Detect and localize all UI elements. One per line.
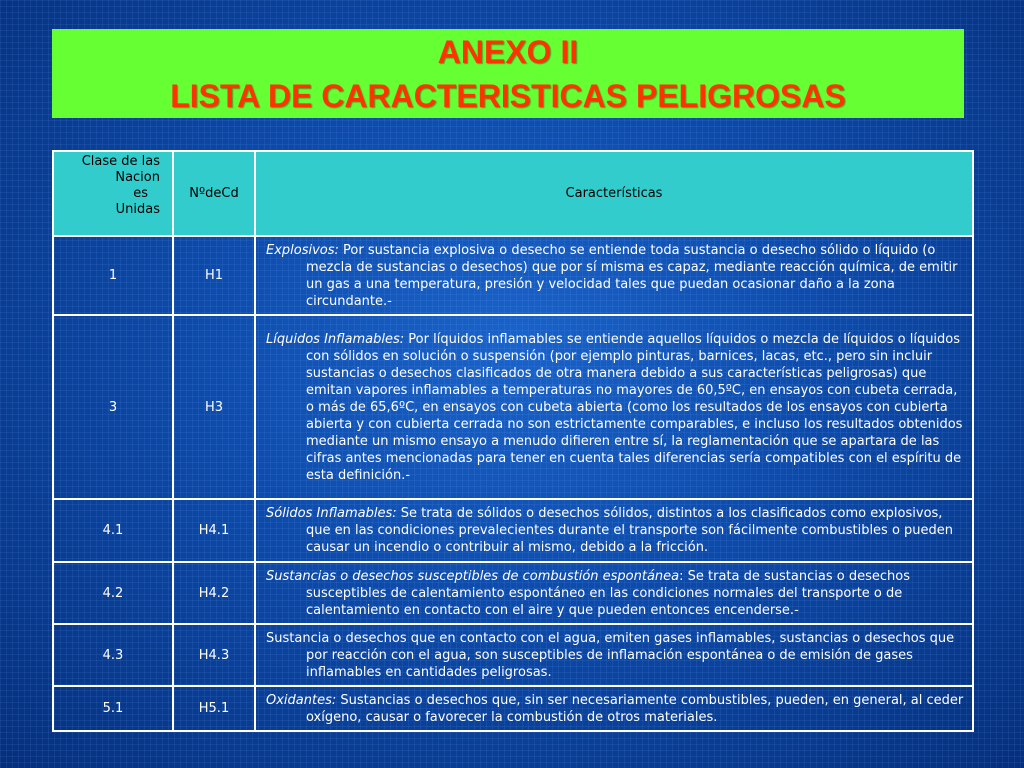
characteristic-text [266, 692, 964, 726]
header-un-class [53, 151, 173, 236]
characteristic-definition: Sustancias o desechos que, sin ser necesariamente combustibles, pueden, en general, al ceder oxígeno, causar o favorecer la combustión de otros materiales. [306, 692, 964, 725]
un-class-cell: 4.1 [53, 499, 173, 562]
characteristic-cell [255, 499, 973, 562]
un-class-cell: 4.3 [53, 624, 173, 686]
un-class-cell: 4.2 [53, 562, 173, 624]
characteristic-term: Oxidantes: [266, 692, 337, 708]
table-row [53, 315, 973, 499]
header-un-class-line: es [133, 186, 148, 201]
hazard-characteristics-table [52, 150, 974, 732]
code-cell: H4.3 [173, 624, 255, 686]
characteristic-text [266, 242, 964, 310]
table-row [53, 562, 973, 624]
header-un-class-line: Unidas [115, 202, 160, 217]
characteristic-term: Sólidos Inflamables: [266, 506, 397, 521]
characteristic-definition: Por sustancia explosiva o desecho se entiende toda sustancia o desecho sólido o líquido (o mezcla de sustancias o desechos) que por sí misma es capaz, mediante reacción química, de emitir un gas a una temperatura, presión y velocidad tales que puedan ocasionar daño a la zona circundante.- [306, 242, 958, 309]
characteristic-cell [255, 624, 973, 686]
table-row [53, 624, 973, 686]
table-header-row [53, 151, 973, 236]
header-un-class-line: Nacion [115, 170, 160, 185]
code-cell: H5.1 [173, 686, 255, 731]
characteristic-cell [255, 315, 973, 499]
title-banner [52, 29, 964, 118]
code-cell: H4.1 [173, 499, 255, 562]
characteristic-definition: Sustancia o desechos que en contacto con el agua, emiten gases inflamables, sustancias o desechos que por reacción con el agua, son susceptibles de inflamación espontánea o de emisión de gases inflamables en cantidades peligrosas. [266, 630, 955, 680]
characteristic-text [266, 331, 964, 484]
characteristic-text [266, 630, 964, 681]
title-annex: ANEXO II [437, 34, 579, 70]
header-un-class-line: Clase de las [81, 154, 160, 169]
characteristic-term: Sustancias o desechos susceptibles de combustión espontánea [266, 568, 680, 584]
characteristic-definition: : Se trata de sustancias o desechos susceptibles de calentamiento espontáneo en las condiciones normales del transporte o de calentamiento en contacto con el aire y que pueden entonces encenderse.- [306, 568, 910, 618]
characteristic-definition: Se trata de sólidos o desechos sólidos, distintos a los clasificados como explosivos, que en las condiciones prevalecientes durante el transporte son fácilmente combustibles o pueden causar un incendio o contribuir al mismo, debido a la fricción. [306, 506, 954, 555]
un-class-cell: 1 [53, 236, 173, 315]
un-class-cell: 3 [53, 315, 173, 499]
table-row [53, 499, 973, 562]
code-cell: H3 [173, 315, 255, 499]
code-cell: H1 [173, 236, 255, 315]
table-row [53, 236, 973, 315]
code-cell: H4.2 [173, 562, 255, 624]
characteristic-term: Explosivos: [266, 242, 339, 258]
characteristic-text [266, 568, 964, 619]
table-row [53, 686, 973, 731]
header-code: NºdeCd [173, 151, 255, 236]
characteristic-cell [255, 686, 973, 731]
title-list: LISTA DE CARACTERISTICAS PELIGROSAS [170, 78, 846, 114]
characteristic-cell [255, 562, 973, 624]
characteristic-text [266, 505, 964, 556]
un-class-cell: 5.1 [53, 686, 173, 731]
characteristic-term: Líquidos Inflamables: [266, 331, 405, 347]
characteristic-definition: Por líquidos inflamables se entiende aquellos líquidos o mezcla de líquidos o líquidos con sólidos en solución o suspensión (por ejemplo pinturas, barnices, lacas, etc., pero sin incluir sustancias o desechos clasificados de otra manera debido a sus características peligrosas) que emitan vapores inflamables a temperaturas no mayores de 60,5ºC, en ensayos con cubeta cerrada, o más de 65,6ºC, en ensayos con cubeta abierta (como los resultados de los ensayos con cubierta abierta y con cubierta cerrada no son estrictamente comparables, e incluso los resultados obtenidos mediante un mismo ensayo a menudo difieren entre sí, la reglamentación que se apartara de las cifras antes mencionadas para tener en cuenta tales diferencias sería compatibles con el espíritu de esta definición.- [306, 331, 963, 483]
characteristic-cell [255, 236, 973, 315]
header-characteristics: Características [255, 151, 973, 236]
